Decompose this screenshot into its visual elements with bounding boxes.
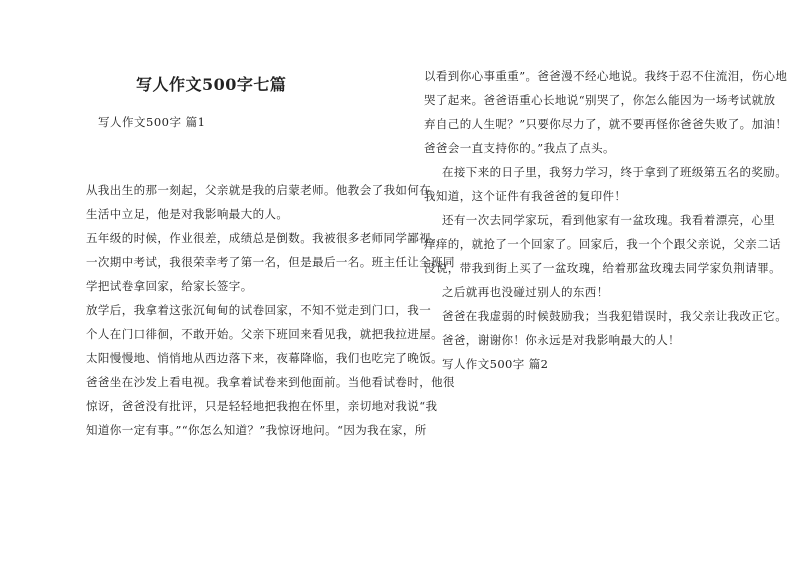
text-line: 没说，带我到街上买了一盆玫瑰，给着那盆玫瑰去同学家负荆请罪。 [424,261,781,275]
left-column-text [86,178,455,442]
text-line: 痒痒的，就抢了一个回家了。回家后，我一个个跟父亲说，父亲二话 [424,237,781,251]
text-line: 以看到你心事重重”。爸爸漫不经心地说。我终于忍不住流泪，伤心地 [424,69,788,83]
text-line: 之后就再也没碰过别人的东西！ [442,285,609,299]
text-line: 爸爸会一直支持你的。”我点了点头。 [424,141,615,155]
text-line: 爸爸坐在沙发上看电视。我拿着试卷来到他面前。当他看试卷时，他很 [86,375,455,389]
section-heading-2: 写人作文500字 篇2 [442,357,549,371]
text-line: 从我出生的那一刻起，父亲就是我的启蒙老师。他教会了我如何在 [86,183,432,197]
text-line: 放学后，我拿着这张沉甸甸的试卷回家，不知不觉走到门口，我一 [86,303,432,317]
text-line: 知道你一定有事。”“你怎么知道？”我惊讶地问。“因为我在家，所 [86,423,427,437]
section-heading-1: 写人作文500字 篇1 [98,115,206,129]
text-line: 我知道，这个证件有我爸爸的复印件！ [424,189,627,203]
text-line: 太阳慢慢地、悄悄地从西边落下来，夜幕降临，我们也吃完了晚饭。 [86,351,443,365]
text-line: 学把试卷拿回家，给家长签字。 [86,279,253,293]
text-line: 生活中立足，他是对我影响最大的人。 [86,207,289,221]
text-line: 在接下来的日子里，我努力学习，终于拿到了班级第五名的奖励。 [442,165,788,179]
right-column-text [424,64,788,376]
text-line: 惊讶，爸爸没有批评，只是轻轻地把我抱在怀里，亲切地对我说“我 [86,399,438,413]
text-line: 爸爸，谢谢你！你永远是对我影响最大的人！ [442,333,680,347]
text-line: 弃自己的人生呢？”只要你尽力了，就不要再怪你爸爸失败了。加油！ [424,117,788,131]
text-line: 爸爸在我虚弱的时候鼓励我；当我犯错误时，我父亲让我改正它。 [442,309,788,323]
text-line: 还有一次去同学家玩，看到他家有一盆玫瑰。我看着漂亮，心里 [442,213,776,227]
text-line: 个人在门口徘徊，不敢开始。父亲下班回来看见我，就把我拉进屋。 [86,327,443,341]
text-line: 哭了起来。爸爸语重心长地说“别哭了，你怎么能因为一场考试就放 [424,93,776,107]
document-title: 写人作文500字七篇 [136,75,287,94]
text-line: 一次期中考试，我很荣幸考了第一名，但是最后一名。班主任让全班同 [86,255,455,269]
text-line: 五年级的时候，作业很差，成绩总是倒数。我被很多老师同学鄙视。 [86,231,443,245]
